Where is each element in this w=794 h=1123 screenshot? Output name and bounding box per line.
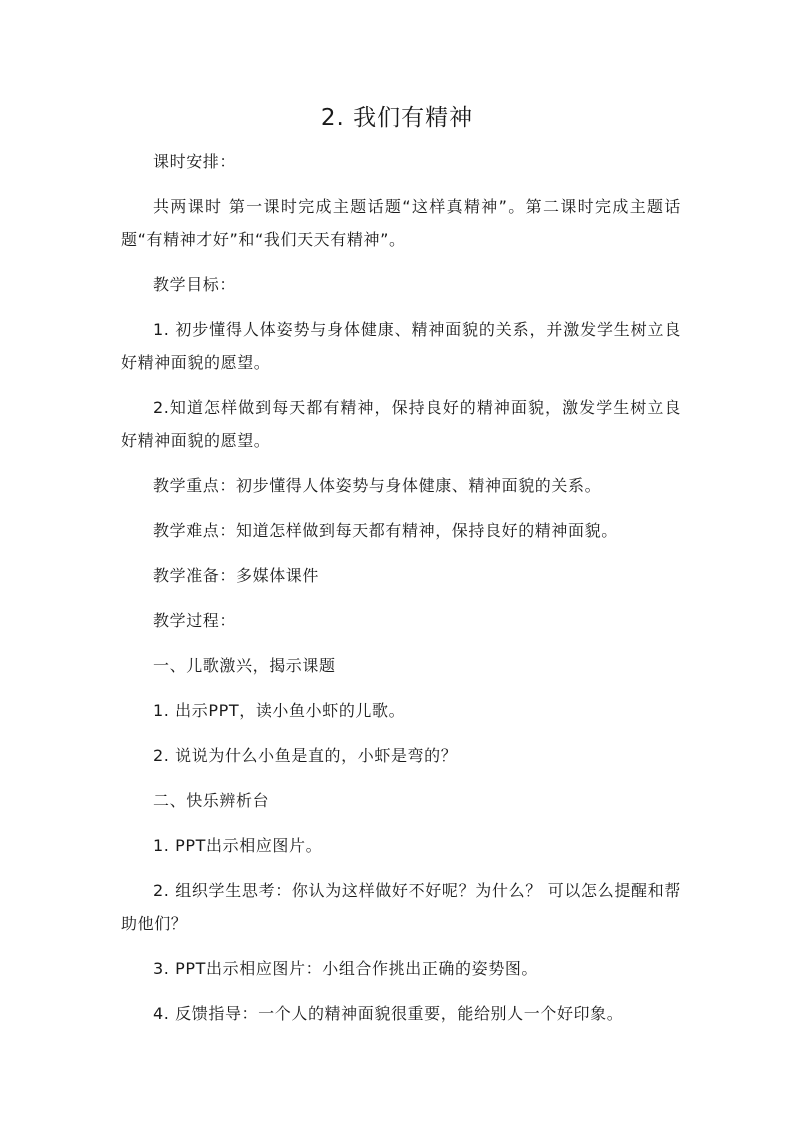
paragraph-section-1-heading: 一、儿歌激兴，揭示课题 — [153, 656, 336, 675]
paragraph-objective-1: 1. 初步懂得人体姿势与身体健康、精神面貌的关系，并激发学生树立良好精神面貌的愿望。 — [121, 320, 681, 372]
paragraph-section-2-step-2: 2. 组织学生思考：你认为这样做好不好呢？为什么？ 可以怎么提醒和帮助他们？ — [121, 881, 681, 933]
paragraph-schedule-detail: 共两课时 第一课时完成主题话题“这样真精神”。第二课时完成主题话题“有精神才好”和“我们天天有精神”。 — [121, 197, 681, 249]
document-body — [121, 145, 681, 1042]
paragraph-schedule-heading: 课时安排： — [153, 152, 237, 171]
paragraph-section-2-step-1: 1. PPT出示相应图片。 — [153, 836, 323, 855]
paragraph-section-2-step-3: 3. PPT出示相应图片：小组合作挑出正确的姿势图。 — [153, 959, 539, 978]
paragraph-process-heading: 教学过程： — [153, 611, 237, 630]
paragraph-objectives-heading: 教学目标： — [153, 275, 237, 294]
paragraph-key-point: 教学重点：初步懂得人体姿势与身体健康、精神面貌的关系。 — [153, 476, 602, 495]
paragraph-section-1-step-1: 1. 出示PPT，读小鱼小虾的儿歌。 — [153, 701, 406, 720]
paragraph-section-1-step-2: 2. 说说为什么小鱼是直的，小虾是弯的？ — [153, 746, 458, 765]
paragraph-preparation: 教学准备：多媒体课件 — [153, 566, 320, 585]
paragraph-objective-2: 2.知道怎样做到每天都有精神，保持良好的精神面貌，激发学生树立良好精神面貌的愿望。 — [121, 398, 681, 450]
paragraph-section-2-heading: 二、快乐辨析台 — [153, 791, 270, 810]
page-title: 2. 我们有精神 — [320, 105, 474, 131]
paragraph-section-2-step-4: 4. 反馈指导：一个人的精神面貌很重要，能给别人一个好印象。 — [153, 1004, 624, 1023]
paragraph-difficulty: 教学难点：知道怎样做到每天都有精神，保持良好的精神面貌。 — [153, 521, 618, 540]
